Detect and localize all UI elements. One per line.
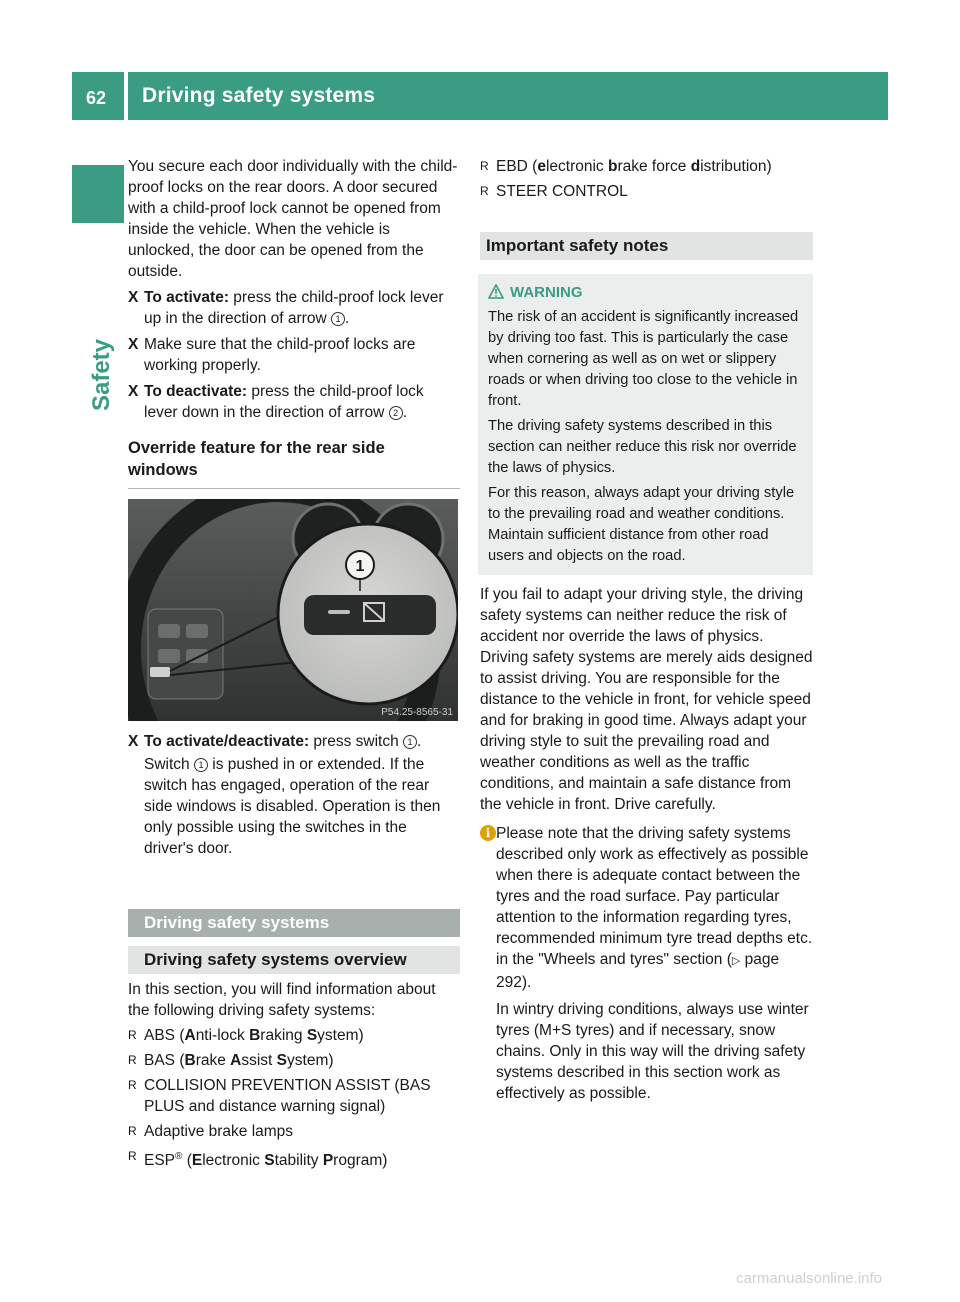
bullet-icon: R bbox=[128, 1028, 137, 1042]
override-heading: Override feature for the rear side windows bbox=[128, 439, 385, 479]
body-paragraph: If you fail to adapt your driving style, the driving safety systems can neither reduce the risk of accident nor override the laws of physics. Driving safety systems are merely aids designed to assist driving. You are responsible for the distance to the vehicle in front, for vehicle speed and for braking in good time. Always adapt your driving style to suit the prevailing road and weather conditions as well as the traffic conditions, and maintain a safe distance from the vehicle in front. Drive carefully. bbox=[480, 586, 813, 813]
page-reference-link[interactable]: page 292 bbox=[496, 951, 780, 991]
overview-heading: Driving safety systems overview bbox=[128, 946, 460, 974]
bullet-icon: R bbox=[128, 1053, 137, 1067]
warning-icon bbox=[488, 284, 504, 299]
chapter-title: Driving safety systems bbox=[142, 84, 376, 107]
callout-2-icon: 2 bbox=[389, 406, 403, 420]
door-switch-image bbox=[128, 499, 458, 721]
callout-1-icon: 1 bbox=[403, 735, 417, 749]
warning-paragraph: For this reason, always adapt your driving style to the prevailing road and weather conditions. Maintain sufficient distance from other road users and objects on the road. bbox=[488, 485, 795, 564]
step-activate-deactivate: X To activate/deactivate: press switch 1 . Switch 1 is pushed in or extended. If the switch has engaged, operation of the rear side windows is disabled. Operation is then only possible using the switches in the driver's door. bbox=[128, 733, 441, 857]
step-activate: X To activate: press the child-proof lock lever up in the direction of arrow 1 . bbox=[128, 289, 444, 327]
page-number: 62 bbox=[86, 88, 107, 108]
list-item: R BAS (Brake Assist System) bbox=[128, 1052, 334, 1069]
step-marker-icon: X bbox=[128, 336, 139, 353]
list-item: R STEER CONTROL bbox=[480, 183, 628, 200]
callout-1-icon: 1 bbox=[194, 758, 208, 772]
left-column bbox=[128, 156, 460, 1171]
step-deactivate: X To deactivate: press the child-proof lock lever down in the direction of arrow 2 . bbox=[128, 383, 424, 421]
info-note: i Please note that the driving safety systems described only work as effectively as possible when there is adequate contact between the tyres and the road surface. Pay particular attention to the information regarding tyres, recommended minimum tyre tread depths etc. in the "Wheels and tyres" section (▷ page 292). In wintry driving conditions, always use winter tyres (M+S tyres) and if necessary, snow chains. Only in this way will the driving safety systems described in this section work as effectively as possible. bbox=[480, 823, 813, 1104]
page-ref-arrow-icon: ▷ bbox=[731, 955, 741, 967]
callout-1-icon: 1 bbox=[331, 312, 345, 326]
bullet-icon: R bbox=[128, 1124, 137, 1138]
section-band-driving-safety: Driving safety systems bbox=[128, 909, 460, 937]
bullet-icon: R bbox=[480, 159, 489, 173]
step-marker-icon: X bbox=[128, 733, 139, 750]
overview-intro: In this section, you will find information about the following driving safety systems: bbox=[128, 981, 436, 1019]
section-label: Safety bbox=[88, 338, 115, 412]
important-notes-heading: Important safety notes bbox=[480, 232, 813, 260]
watermark: carmanualsonline.info bbox=[736, 1270, 882, 1287]
image-code: P54.25-8565-31 bbox=[381, 707, 453, 718]
warning-paragraph: The driving safety systems described in this section can neither reduce this risk nor override the laws of physics. bbox=[488, 418, 797, 476]
list-item: R COLLISION PREVENTION ASSIST (BAS PLUS and distance warning signal) bbox=[128, 1077, 431, 1115]
list-item: R ABS (Anti-lock Braking System) bbox=[128, 1027, 364, 1044]
bullet-icon: R bbox=[128, 1078, 137, 1092]
bullet-icon: R bbox=[480, 184, 489, 198]
step-check: X Make sure that the child-proof locks are working properly. bbox=[128, 336, 416, 374]
image-callout: 1 bbox=[355, 558, 365, 575]
right-column bbox=[480, 156, 813, 1104]
intro-paragraph: You secure each door individually with the child-proof locks on the rear doors. A door secured with a child-proof lock cannot be opened from inside the vehicle. When the vehicle is unlocked, the door can be opened from the outside. bbox=[128, 158, 458, 280]
list-item: R EBD (electronic brake force distribution) bbox=[480, 158, 772, 175]
info-paragraph: In wintry driving conditions, always use winter tyres (M+S tyres) and if necessary, snow chains. Only in this way will the driving safety systems described in this section work as effectively as possible. bbox=[496, 1001, 809, 1102]
section-marker bbox=[72, 165, 124, 223]
warning-paragraph: The risk of an accident is significantly increased by driving too fast. This is particularly the case when cornering as well as on wet or slippery roads or when driving too close to the vehicle in front. bbox=[488, 309, 799, 409]
bullet-icon: R bbox=[128, 1149, 137, 1163]
step-marker-icon: X bbox=[128, 289, 139, 306]
warning-box bbox=[478, 274, 813, 575]
step-marker-icon: X bbox=[128, 383, 139, 400]
list-item: R ESP® (Electronic Stability Program) bbox=[128, 1146, 460, 1171]
info-icon: i bbox=[480, 825, 496, 841]
warning-title: WARNING bbox=[510, 284, 583, 301]
list-item: R Adaptive brake lamps bbox=[128, 1123, 294, 1140]
